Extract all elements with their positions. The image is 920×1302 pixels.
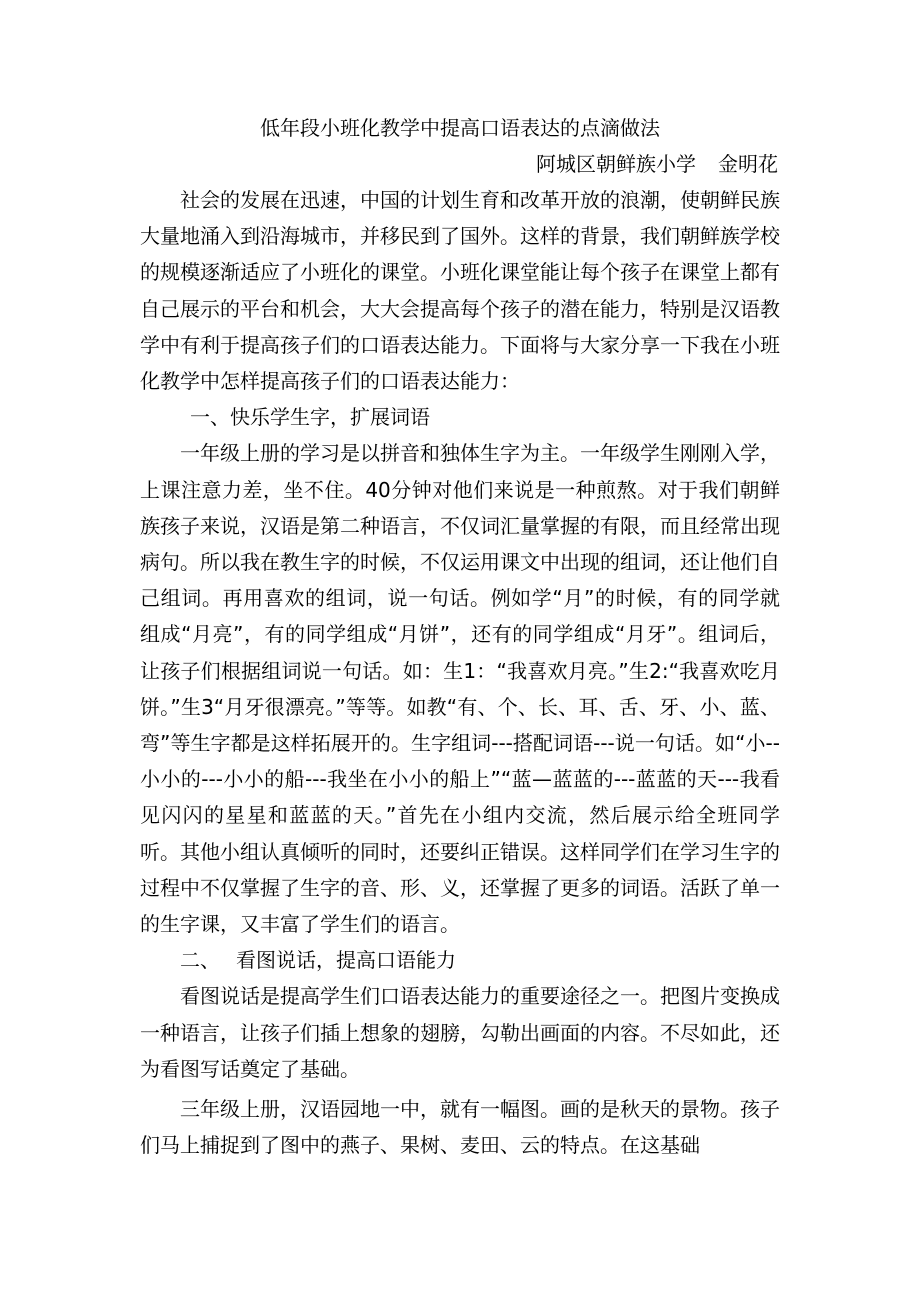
- author-name: 金明花: [718, 152, 778, 176]
- author-school: 阿城区朝鲜族小学: [536, 152, 696, 176]
- document-body: [140, 182, 780, 1163]
- section2-heading-text: 看图说话，提高口语能力: [236, 948, 456, 973]
- document-title: 低年段小班化教学中提高口语表达的点滴做法: [260, 116, 660, 140]
- section2-paragraph-1: 看图说话是提高学生们口语表达能力的重要途径之一。把图片变换成一种语言，让孩子们插上想象的翅膀，勾勒出画面的内容。不尽如此，还为看图写话奠定了基础。: [140, 984, 780, 1081]
- section1-paragraph: 一年级上册的学习是以拼音和独体生字为主。一年级学生刚刚入学，上课注意力差，坐不住。40分钟对他们来说是一种煎熬。对于我们朝鲜族孩子来说，汉语是第二种语言，不仅词汇量掌握的有限，而且经常出现病句。所以我在教生字的时候，不仅运用课文中出现的组词，还让他们自己组词。再用喜欢的组词，说一句话。例如学“月”的时候，有的同学就组成“月亮”，有的同学组成“月饼”，还有的同学组成“月牙”。组词后，让孩子们根据组词说一句话。如：生1：“我喜欢月亮。”生2:“我喜欢吃月饼。”生3“月牙很漂亮。”等等。如教“有、个、长、耳、舌、牙、小、蓝、弯”等生字都是这样拓展开的。生字组词---搭配词语---说一句话。如“小--小小的---小小的船---我坐在小小的船上”“蓝—蓝蓝的---蓝蓝的天---我看见闪闪的星星和蓝蓝的天。”首先在小组内交流，然后展示给全班同学听。其他小组认真倾听的同时，还要纠正错误。这样同学们在学习生字的过程中不仅掌握了生字的音、形、义，还掌握了更多的词语。活跃了单一的生字课，又丰富了学生们的语言。: [140, 441, 780, 937]
- section2-heading-number: 二、: [180, 948, 220, 973]
- section2-paragraph-2: 三年级上册，汉语园地一中，就有一幅图。画的是秋天的景物。孩子们马上捕捉到了图中的燕子、果树、麦田、云的特点。在这基础: [140, 1097, 780, 1158]
- author-line: [536, 146, 778, 182]
- section1-heading: 一、快乐学生字，扩展词语: [190, 405, 430, 430]
- intro-paragraph: 社会的发展在迅速，中国的计划生育和改革开放的浪潮，使朝鲜民族大量地涌入到沿海城市，并移民到了国外。这样的背景，我们朝鲜族学校的规模逐渐适应了小班化的课堂。小班化课堂能让每个孩子在课堂上都有自己展示的平台和机会，大大会提高每个孩子的潜在能力，特别是汉语教学中有利于提高孩子们的口语表达能力。下面将与大家分享一下我在小班化教学中怎样提高孩子们的口语表达能力：: [140, 188, 780, 394]
- section2-heading: [140, 942, 780, 978]
